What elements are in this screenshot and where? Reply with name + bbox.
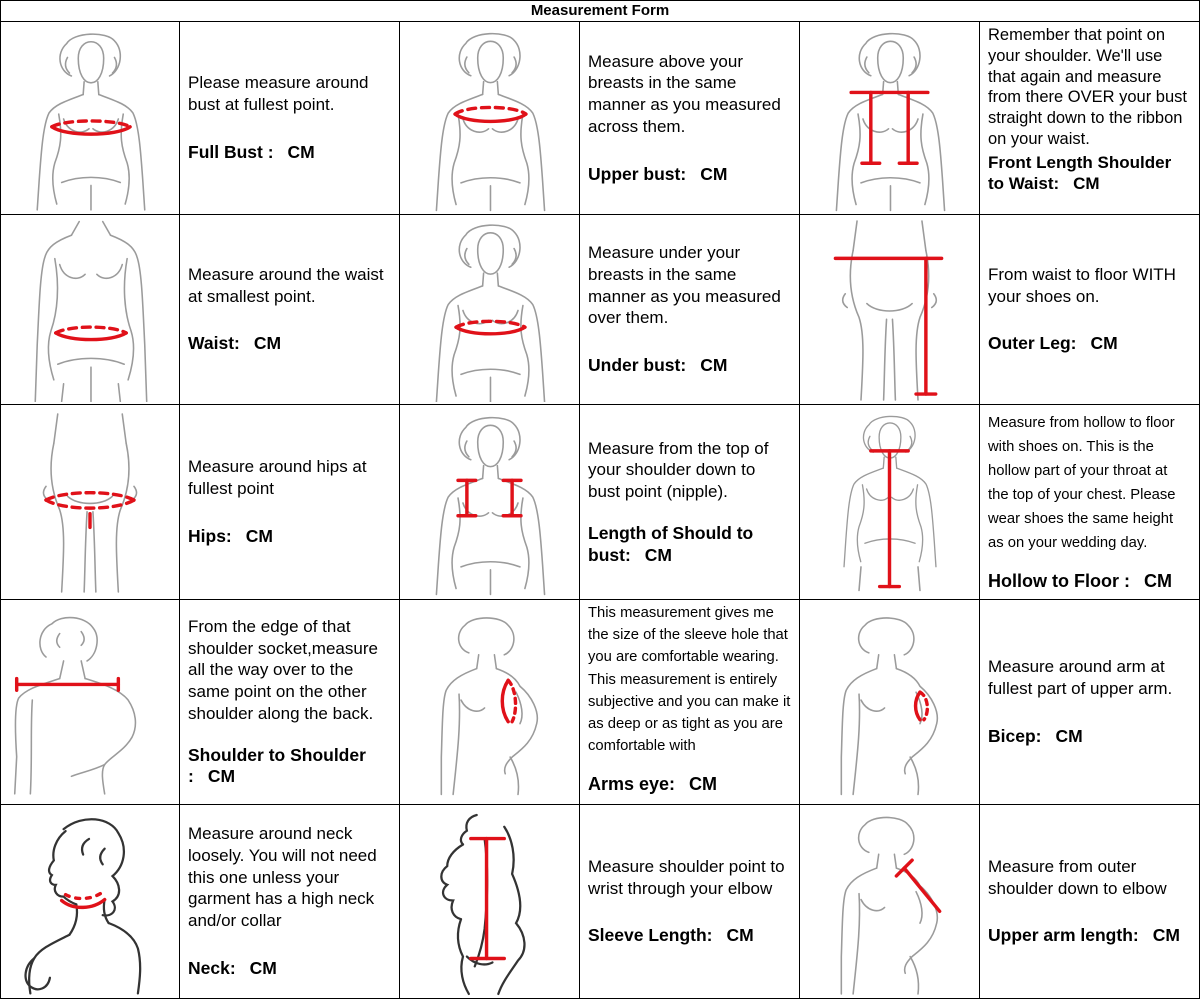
full-bust-unit: CM	[287, 141, 315, 162]
bicep-unit: CM	[1055, 725, 1083, 746]
full-bust-figure	[3, 24, 177, 212]
upper-arm-length-desc: Measure from outer shoulder down to elbow	[988, 856, 1167, 898]
under-bust-label: Under bust: CM	[588, 355, 728, 376]
arms-eye-measure-mark	[502, 680, 515, 721]
cell-under-bust-text	[580, 215, 800, 405]
cell-outer-leg-text	[980, 215, 1199, 405]
cell-upper-arm-length-figure	[800, 805, 980, 998]
hips-figure	[3, 407, 177, 597]
cell-outer-leg-figure	[800, 215, 980, 405]
cell-hollow-to-floor-figure	[800, 405, 980, 600]
shoulder-to-shoulder-unit: CM	[207, 766, 236, 787]
neck-desc: Measure around neck loosely. You will not need this one unless your garment has a high neck and/or collar	[188, 824, 377, 931]
hips-label: Hips: CM	[188, 525, 273, 546]
cell-hips-figure	[1, 405, 180, 600]
shoulder-to-bust-figure	[402, 407, 577, 597]
upper-bust-measure-mark	[455, 107, 526, 121]
upper-arm-length-unit: CM	[1152, 925, 1180, 946]
cell-upper-bust-figure	[400, 22, 580, 215]
sleeve-length-figure	[402, 807, 577, 996]
cell-front-length-text	[980, 22, 1199, 215]
neck-label: Neck: CM	[188, 957, 277, 978]
arms-eye-figure	[402, 602, 577, 802]
cell-hollow-to-floor-text	[980, 405, 1199, 600]
front-length-unit: CM	[1073, 173, 1100, 193]
full-bust-label: Full Bust : CM	[188, 141, 315, 162]
waist-desc: Measure around the waist at smallest point.	[188, 264, 384, 306]
cell-hips-text	[180, 405, 400, 600]
hips-desc: Measure around hips at fullest point	[188, 457, 367, 499]
sleeve-length-desc: Measure shoulder point to wrist through your elbow	[588, 856, 785, 898]
upper-bust-unit: CM	[700, 163, 728, 184]
shoulder-to-bust-unit: CM	[644, 544, 672, 565]
arms-eye-desc: This measurement gives me the size of the sleeve hole that you are comfortable wearing. This measurement is entirely subjective and you can make it as deep or as tight as you are comfortable with	[588, 605, 791, 755]
outer-leg-measure-mark	[835, 258, 941, 394]
cell-bicep-figure	[800, 600, 980, 805]
front-length-desc: Remember that point on your shoulder. We'll use that again and measure from there OVER your bust straight down to the ribbon on your waist.	[988, 26, 1187, 148]
cell-waist-text	[180, 215, 400, 405]
outer-leg-figure	[802, 217, 977, 402]
full-bust-measure-mark	[52, 121, 130, 134]
cell-shoulder-to-shoulder-text	[180, 600, 400, 805]
waist-label: Waist: CM	[188, 333, 282, 354]
arms-eye-label: Arms eye: CM	[588, 774, 718, 795]
hollow-to-floor-figure	[802, 407, 977, 597]
waist-unit: CM	[253, 333, 282, 354]
shoulder-to-shoulder-label: Shoulder to Shoulder : CM	[188, 744, 366, 787]
under-bust-unit: CM	[700, 355, 728, 376]
cell-full-bust-text	[180, 22, 400, 215]
cell-sleeve-length-text	[580, 805, 800, 998]
under-bust-measure-mark	[456, 321, 525, 334]
upper-bust-label: Upper bust: CM	[588, 163, 728, 184]
upper-bust-figure	[402, 24, 577, 212]
hollow-to-floor-unit: CM	[1143, 570, 1172, 591]
measurement-grid	[1, 22, 1199, 998]
hips-unit: CM	[245, 525, 273, 546]
waist-measure-mark	[56, 327, 126, 339]
hollow-to-floor-label: Hollow to Floor : CM	[988, 570, 1172, 591]
hollow-to-floor-desc: Measure from hollow to floor with shoes on. This is the hollow part of your throat at the top of your chest. Please wear shoes the same height as on your wedding day.	[988, 414, 1176, 551]
cell-arms-eye-text	[580, 600, 800, 805]
bicep-label: Bicep: CM	[988, 725, 1083, 746]
shoulder-to-bust-measure-mark	[458, 480, 521, 515]
cell-under-bust-figure	[400, 215, 580, 405]
front-length-label: Front Length Shoulder to Waist: CM	[988, 152, 1172, 193]
cell-shoulder-to-bust-text	[580, 405, 800, 600]
bicep-figure	[802, 602, 977, 802]
cell-neck-figure	[1, 805, 180, 998]
arms-eye-unit: CM	[689, 774, 718, 795]
cell-full-bust-figure	[1, 22, 180, 215]
outer-leg-label: Outer Leg: CM	[988, 333, 1118, 354]
under-bust-figure	[402, 217, 577, 402]
sleeve-length-label: Sleeve Length: CM	[588, 925, 754, 946]
neck-figure	[3, 807, 177, 996]
upper-arm-length-figure	[802, 807, 977, 996]
waist-figure	[3, 217, 177, 402]
cell-shoulder-to-shoulder-figure	[1, 600, 180, 805]
upper-arm-length-label: Upper arm length: CM	[988, 925, 1180, 946]
upper-arm-length-measure-mark	[896, 860, 939, 911]
cell-sleeve-length-figure	[400, 805, 580, 998]
shoulder-to-shoulder-figure	[3, 602, 177, 802]
sleeve-length-unit: CM	[726, 925, 754, 946]
outer-leg-desc: From waist to floor WITH your shoes on.	[988, 264, 1176, 306]
shoulder-to-bust-desc: Measure from the top of your shoulder down to bust point (nipple).	[588, 438, 769, 501]
shoulder-to-shoulder-desc: From the edge of that shoulder socket,measure all the way over to the same point on the other shoulder along the back.	[188, 616, 378, 723]
form-title: Measurement Form	[1, 1, 1199, 22]
cell-upper-arm-length-text	[980, 805, 1199, 998]
outer-leg-unit: CM	[1090, 333, 1118, 354]
cell-upper-bust-text	[580, 22, 800, 215]
full-bust-desc: Please measure around bust at fullest point.	[188, 73, 369, 115]
under-bust-desc: Measure under your breasts in the same manner as you measured over them.	[588, 243, 781, 328]
cell-arms-eye-figure	[400, 600, 580, 805]
cell-front-length-figure	[800, 22, 980, 215]
front-length-figure	[802, 24, 977, 212]
cell-bicep-text	[980, 600, 1199, 805]
cell-waist-figure	[1, 215, 180, 405]
cell-neck-text	[180, 805, 400, 998]
upper-bust-desc: Measure above your breasts in the same manner as you measured across them.	[588, 51, 781, 136]
bicep-desc: Measure around arm at fullest part of upper arm.	[988, 657, 1173, 699]
cell-shoulder-to-bust-figure	[400, 405, 580, 600]
neck-unit: CM	[249, 957, 277, 978]
sleeve-length-measure-mark	[471, 839, 504, 959]
shoulder-to-bust-label: Length of Should to bust: CM	[588, 522, 754, 565]
